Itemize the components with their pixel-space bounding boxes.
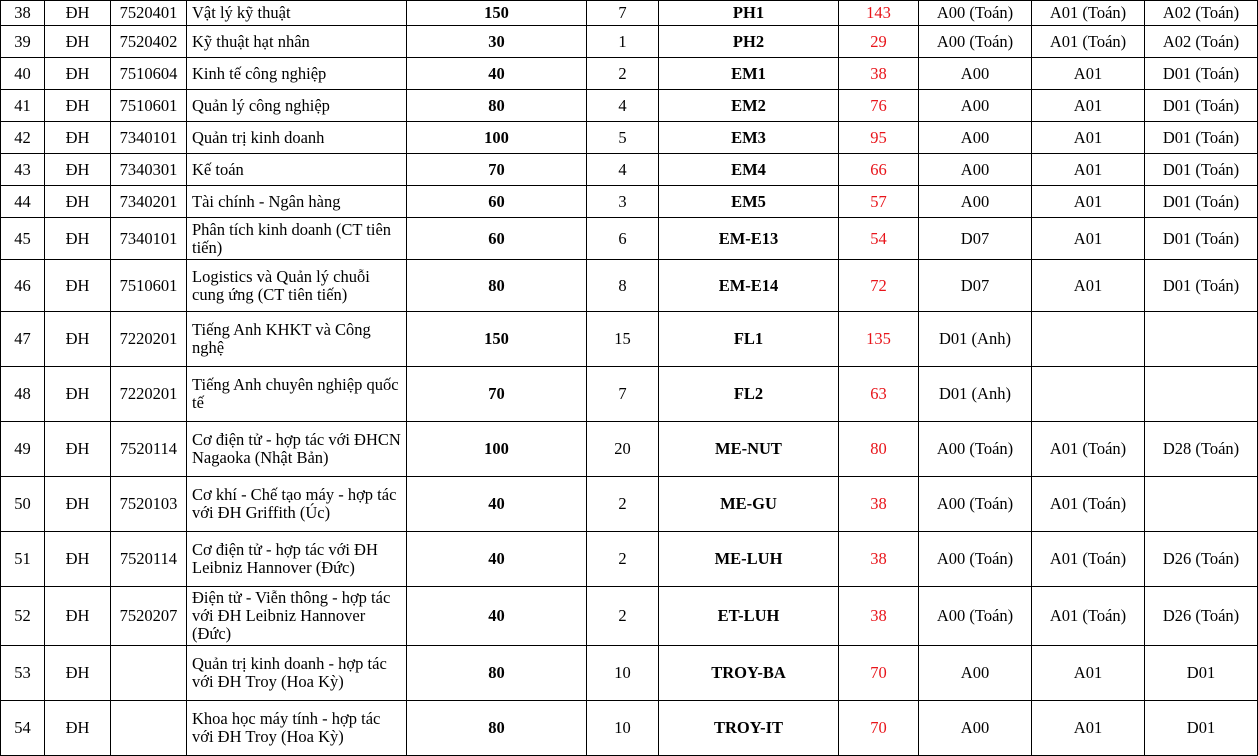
level-cell: ĐH	[45, 1, 111, 26]
subject-combo-2-cell: A01	[1032, 218, 1145, 260]
table-row	[1, 367, 1258, 422]
table-body	[1, 1, 1258, 756]
subject-combo-2-cell	[1032, 367, 1145, 422]
quota-remaining-cell: 76	[839, 90, 919, 122]
major-code-number-cell: 7520401	[111, 1, 187, 26]
major-code-number-cell: 7510604	[111, 58, 187, 90]
major-code-number-cell: 7220201	[111, 367, 187, 422]
stt-cell: 39	[1, 26, 45, 58]
level-cell: ĐH	[45, 260, 111, 312]
subject-combo-2-cell: A01	[1032, 186, 1145, 218]
quota-subset-cell: 2	[587, 532, 659, 587]
subject-combo-3-cell	[1145, 477, 1258, 532]
subject-combo-1-cell: A00	[919, 154, 1032, 186]
quota-cell: 100	[407, 422, 587, 477]
subject-combo-1-cell: D01 (Anh)	[919, 312, 1032, 367]
stt-cell: 49	[1, 422, 45, 477]
admission-code-cell: ME-LUH	[659, 532, 839, 587]
subject-combo-1-cell: A00 (Toán)	[919, 532, 1032, 587]
quota-remaining-cell: 38	[839, 532, 919, 587]
subject-combo-2-cell: A01	[1032, 58, 1145, 90]
table-row	[1, 154, 1258, 186]
subject-combo-3-cell: D01 (Toán)	[1145, 58, 1258, 90]
subject-combo-1-cell: D07	[919, 218, 1032, 260]
stt-cell: 50	[1, 477, 45, 532]
quota-subset-cell: 1	[587, 26, 659, 58]
quota-subset-cell: 7	[587, 367, 659, 422]
admission-code-cell: ME-GU	[659, 477, 839, 532]
level-cell: ĐH	[45, 587, 111, 646]
stt-cell: 40	[1, 58, 45, 90]
admission-code-cell: ET-LUH	[659, 587, 839, 646]
subject-combo-1-cell: A00 (Toán)	[919, 1, 1032, 26]
table-row	[1, 26, 1258, 58]
quota-subset-cell: 4	[587, 90, 659, 122]
quota-remaining-cell: 70	[839, 646, 919, 701]
major-code-number-cell: 7520114	[111, 532, 187, 587]
table-row	[1, 218, 1258, 260]
major-name-cell: Phân tích kinh doanh (CT tiên tiến)	[187, 218, 407, 260]
major-code-number-cell: 7340301	[111, 154, 187, 186]
table-row	[1, 477, 1258, 532]
major-name-cell: Kinh tế công nghiệp	[187, 58, 407, 90]
subject-combo-2-cell: A01	[1032, 122, 1145, 154]
quota-cell: 150	[407, 312, 587, 367]
quota-subset-cell: 10	[587, 646, 659, 701]
stt-cell: 52	[1, 587, 45, 646]
level-cell: ĐH	[45, 701, 111, 756]
subject-combo-3-cell: D01 (Toán)	[1145, 186, 1258, 218]
subject-combo-1-cell: A00 (Toán)	[919, 587, 1032, 646]
quota-cell: 40	[407, 532, 587, 587]
admission-code-cell: PH2	[659, 26, 839, 58]
quota-subset-cell: 20	[587, 422, 659, 477]
table-row	[1, 422, 1258, 477]
major-code-number-cell: 7520114	[111, 422, 187, 477]
subject-combo-2-cell: A01	[1032, 701, 1145, 756]
major-code-number-cell	[111, 701, 187, 756]
subject-combo-3-cell: D01	[1145, 646, 1258, 701]
subject-combo-1-cell: A00 (Toán)	[919, 26, 1032, 58]
quota-subset-cell: 7	[587, 1, 659, 26]
quota-cell: 80	[407, 646, 587, 701]
stt-cell: 46	[1, 260, 45, 312]
stt-cell: 53	[1, 646, 45, 701]
quota-cell: 80	[407, 90, 587, 122]
quota-remaining-cell: 38	[839, 587, 919, 646]
quota-remaining-cell: 57	[839, 186, 919, 218]
table-row	[1, 701, 1258, 756]
level-cell: ĐH	[45, 154, 111, 186]
quota-cell: 80	[407, 260, 587, 312]
major-name-cell: Vật lý kỹ thuật	[187, 1, 407, 26]
subject-combo-3-cell: D01 (Toán)	[1145, 90, 1258, 122]
major-name-cell: Tiếng Anh chuyên nghiệp quốc tế	[187, 367, 407, 422]
level-cell: ĐH	[45, 122, 111, 154]
subject-combo-3-cell: D01 (Toán)	[1145, 260, 1258, 312]
admission-code-cell: EM2	[659, 90, 839, 122]
quota-subset-cell: 10	[587, 701, 659, 756]
major-name-cell: Quản lý công nghiệp	[187, 90, 407, 122]
level-cell: ĐH	[45, 186, 111, 218]
major-code-number-cell: 7520207	[111, 587, 187, 646]
quota-subset-cell: 2	[587, 477, 659, 532]
table-row	[1, 90, 1258, 122]
subject-combo-2-cell: A01 (Toán)	[1032, 587, 1145, 646]
admission-code-cell: PH1	[659, 1, 839, 26]
subject-combo-1-cell: A00 (Toán)	[919, 422, 1032, 477]
admission-code-cell: ME-NUT	[659, 422, 839, 477]
table-row	[1, 646, 1258, 701]
level-cell: ĐH	[45, 646, 111, 701]
quota-cell: 70	[407, 367, 587, 422]
major-code-number-cell: 7220201	[111, 312, 187, 367]
admission-code-cell: FL2	[659, 367, 839, 422]
stt-cell: 45	[1, 218, 45, 260]
quota-subset-cell: 5	[587, 122, 659, 154]
quota-remaining-cell: 66	[839, 154, 919, 186]
quota-cell: 150	[407, 1, 587, 26]
subject-combo-3-cell	[1145, 367, 1258, 422]
table-row	[1, 532, 1258, 587]
subject-combo-3-cell: A02 (Toán)	[1145, 26, 1258, 58]
major-code-number-cell: 7520402	[111, 26, 187, 58]
major-code-number-cell	[111, 646, 187, 701]
stt-cell: 47	[1, 312, 45, 367]
quota-cell: 60	[407, 218, 587, 260]
subject-combo-3-cell: D01 (Toán)	[1145, 218, 1258, 260]
admission-code-cell: TROY-IT	[659, 701, 839, 756]
admission-code-cell: EM1	[659, 58, 839, 90]
table-row	[1, 312, 1258, 367]
quota-remaining-cell: 29	[839, 26, 919, 58]
quota-subset-cell: 2	[587, 58, 659, 90]
major-code-number-cell: 7340101	[111, 122, 187, 154]
subject-combo-1-cell: A00	[919, 58, 1032, 90]
subject-combo-1-cell: A00	[919, 701, 1032, 756]
subject-combo-2-cell: A01 (Toán)	[1032, 477, 1145, 532]
subject-combo-3-cell: A02 (Toán)	[1145, 1, 1258, 26]
stt-cell: 41	[1, 90, 45, 122]
quota-subset-cell: 4	[587, 154, 659, 186]
major-code-number-cell: 7340201	[111, 186, 187, 218]
level-cell: ĐH	[45, 26, 111, 58]
stt-cell: 42	[1, 122, 45, 154]
major-code-number-cell: 7510601	[111, 90, 187, 122]
quota-remaining-cell: 70	[839, 701, 919, 756]
major-code-number-cell: 7340101	[111, 218, 187, 260]
stt-cell: 54	[1, 701, 45, 756]
admission-code-cell: EM3	[659, 122, 839, 154]
admission-code-cell: EM5	[659, 186, 839, 218]
stt-cell: 44	[1, 186, 45, 218]
quota-remaining-cell: 38	[839, 477, 919, 532]
stt-cell: 43	[1, 154, 45, 186]
subject-combo-3-cell	[1145, 312, 1258, 367]
subject-combo-1-cell: D07	[919, 260, 1032, 312]
major-name-cell: Tài chính - Ngân hàng	[187, 186, 407, 218]
quota-remaining-cell: 143	[839, 1, 919, 26]
major-name-cell: Cơ điện tử - hợp tác với ĐH Leibniz Hannover (Đức)	[187, 532, 407, 587]
major-name-cell: Quản trị kinh doanh - hợp tác với ĐH Troy (Hoa Kỳ)	[187, 646, 407, 701]
subject-combo-2-cell	[1032, 312, 1145, 367]
subject-combo-2-cell: A01 (Toán)	[1032, 26, 1145, 58]
level-cell: ĐH	[45, 477, 111, 532]
major-name-cell: Điện tử - Viễn thông - hợp tác với ĐH Leibniz Hannover (Đức)	[187, 587, 407, 646]
subject-combo-3-cell: D26 (Toán)	[1145, 587, 1258, 646]
quota-subset-cell: 15	[587, 312, 659, 367]
subject-combo-3-cell: D01 (Toán)	[1145, 154, 1258, 186]
subject-combo-1-cell: A00	[919, 90, 1032, 122]
subject-combo-2-cell: A01	[1032, 90, 1145, 122]
major-code-number-cell: 7520103	[111, 477, 187, 532]
quota-cell: 40	[407, 587, 587, 646]
subject-combo-2-cell: A01 (Toán)	[1032, 1, 1145, 26]
table-row	[1, 186, 1258, 218]
subject-combo-1-cell: D01 (Anh)	[919, 367, 1032, 422]
level-cell: ĐH	[45, 532, 111, 587]
subject-combo-2-cell: A01	[1032, 260, 1145, 312]
stt-cell: 38	[1, 1, 45, 26]
quota-remaining-cell: 135	[839, 312, 919, 367]
stt-cell: 48	[1, 367, 45, 422]
subject-combo-1-cell: A00	[919, 646, 1032, 701]
subject-combo-1-cell: A00	[919, 186, 1032, 218]
subject-combo-3-cell: D26 (Toán)	[1145, 532, 1258, 587]
subject-combo-3-cell: D01 (Toán)	[1145, 122, 1258, 154]
admission-code-cell: TROY-BA	[659, 646, 839, 701]
admission-code-cell: EM4	[659, 154, 839, 186]
major-name-cell: Kế toán	[187, 154, 407, 186]
level-cell: ĐH	[45, 367, 111, 422]
table-row	[1, 58, 1258, 90]
major-name-cell: Cơ điện tử - hợp tác với ĐHCN Nagaoka (Nhật Bản)	[187, 422, 407, 477]
level-cell: ĐH	[45, 218, 111, 260]
subject-combo-3-cell: D01	[1145, 701, 1258, 756]
major-name-cell: Khoa học máy tính - hợp tác với ĐH Troy (Hoa Kỳ)	[187, 701, 407, 756]
level-cell: ĐH	[45, 422, 111, 477]
quota-remaining-cell: 95	[839, 122, 919, 154]
major-name-cell: Quản trị kinh doanh	[187, 122, 407, 154]
quota-remaining-cell: 72	[839, 260, 919, 312]
quota-cell: 40	[407, 58, 587, 90]
subject-combo-1-cell: A00	[919, 122, 1032, 154]
quota-cell: 40	[407, 477, 587, 532]
level-cell: ĐH	[45, 312, 111, 367]
level-cell: ĐH	[45, 58, 111, 90]
quota-cell: 60	[407, 186, 587, 218]
major-name-cell: Tiếng Anh KHKT và Công nghệ	[187, 312, 407, 367]
subject-combo-2-cell: A01	[1032, 154, 1145, 186]
major-code-number-cell: 7510601	[111, 260, 187, 312]
quota-subset-cell: 3	[587, 186, 659, 218]
quota-remaining-cell: 80	[839, 422, 919, 477]
quota-remaining-cell: 63	[839, 367, 919, 422]
subject-combo-2-cell: A01 (Toán)	[1032, 532, 1145, 587]
quota-subset-cell: 6	[587, 218, 659, 260]
subject-combo-2-cell: A01	[1032, 646, 1145, 701]
quota-remaining-cell: 38	[839, 58, 919, 90]
quota-cell: 30	[407, 26, 587, 58]
quota-cell: 80	[407, 701, 587, 756]
table-row	[1, 587, 1258, 646]
admission-code-cell: FL1	[659, 312, 839, 367]
major-name-cell: Kỹ thuật hạt nhân	[187, 26, 407, 58]
quota-cell: 100	[407, 122, 587, 154]
major-name-cell: Cơ khí - Chế tạo máy - hợp tác với ĐH Griffith (Úc)	[187, 477, 407, 532]
quota-subset-cell: 8	[587, 260, 659, 312]
table-row	[1, 122, 1258, 154]
admission-code-cell: EM-E13	[659, 218, 839, 260]
subject-combo-2-cell: A01 (Toán)	[1032, 422, 1145, 477]
level-cell: ĐH	[45, 90, 111, 122]
stt-cell: 51	[1, 532, 45, 587]
table-row	[1, 260, 1258, 312]
quota-remaining-cell: 54	[839, 218, 919, 260]
major-name-cell: Logistics và Quản lý chuỗi cung ứng (CT tiên tiến)	[187, 260, 407, 312]
subject-combo-3-cell: D28 (Toán)	[1145, 422, 1258, 477]
quota-subset-cell: 2	[587, 587, 659, 646]
table-row	[1, 1, 1258, 26]
quota-cell: 70	[407, 154, 587, 186]
subject-combo-1-cell: A00 (Toán)	[919, 477, 1032, 532]
admission-code-cell: EM-E14	[659, 260, 839, 312]
